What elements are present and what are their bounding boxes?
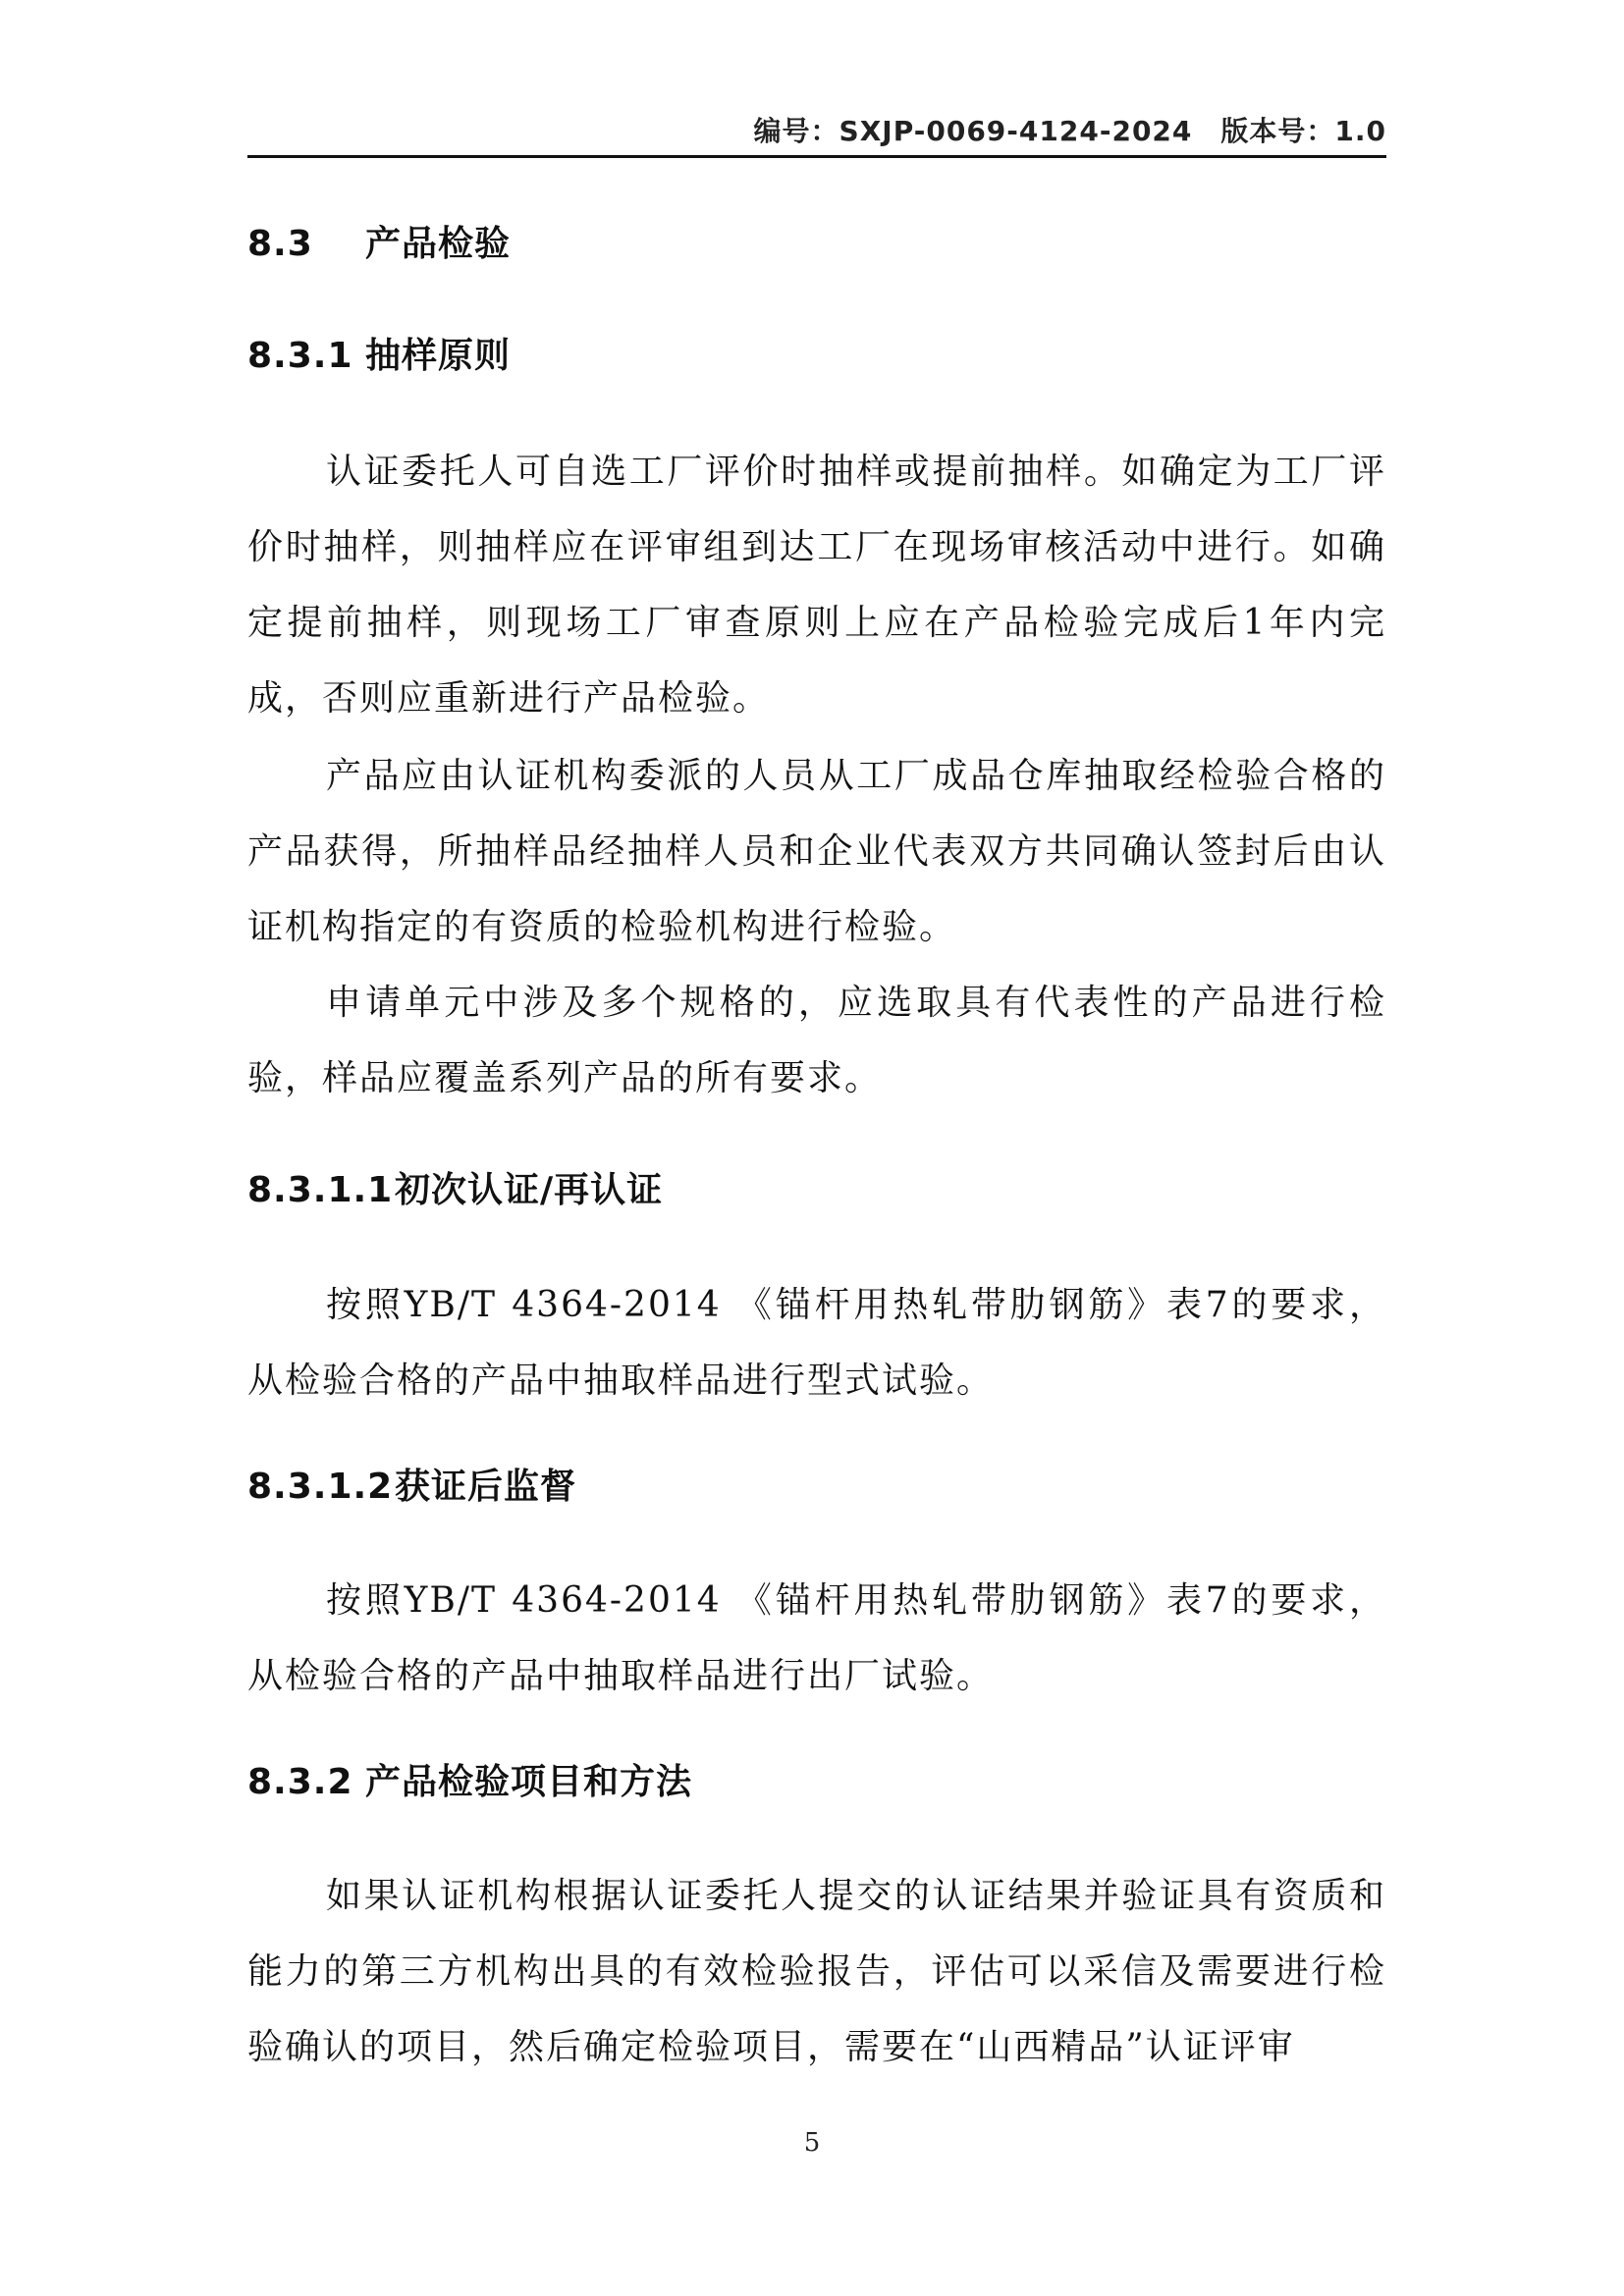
heading-8-3-2	[247, 1758, 692, 1807]
heading-number: 8.3.1.1	[247, 1170, 394, 1210]
paragraph-sampling-personnel: 产品应由认证机构委派的人员从工厂成品仓库抽取经检验合格的产品获得，所抽样品经抽样人员和企业代表双方共同确认签封后由认证机构指定的有资质的检验机构进行检验。	[247, 756, 1386, 947]
heading-number: 8.3	[247, 224, 313, 264]
heading-8-3-1	[247, 332, 511, 381]
paragraph-surveillance: 按照YB/T 4364-2014 《锚杆用热轧带肋钢筋》表7的要求，从检验合格的产品中抽取样品进行出厂试验。	[247, 1580, 1386, 1696]
header-rule	[247, 155, 1386, 158]
heading-title: 产品检验	[365, 224, 512, 264]
heading-title: 抽样原则	[365, 336, 512, 376]
heading-number: 8.3.1	[247, 336, 353, 376]
paragraph-inspection-items: 如果认证机构根据认证委托人提交的认证结果并验证具有资质和能力的第三方机构出具的有效检验报告，评估可以采信及需要进行检验确认的项目，然后确定检验项目，需要在“山西精品”认证评审	[247, 1876, 1386, 2067]
heading-title: 产品检验项目和方法	[365, 1762, 693, 1802]
heading-8-3-1-2	[247, 1463, 576, 1512]
heading-title: 初次认证/再认证	[395, 1170, 664, 1210]
heading-number: 8.3.1.2	[247, 1467, 394, 1507]
heading-title: 获证后监督	[395, 1467, 577, 1507]
paragraph-sampling-choice: 认证委托人可自选工厂评价时抽样或提前抽样。如确定为工厂评价时抽样，则抽样应在评审组到达工厂在现场审核活动中进行。如确定提前抽样，则现场工厂审查原则上应在产品检验完成后1年内完成，否则应重新进行产品检验。	[247, 452, 1386, 719]
heading-8-3-1-1	[247, 1166, 663, 1215]
heading-8-3	[247, 220, 511, 269]
page-number: 5	[803, 2128, 821, 2158]
heading-number: 8.3.2	[247, 1762, 353, 1802]
paragraph-initial-certification: 按照YB/T 4364-2014 《锚杆用热轧带肋钢筋》表7的要求，从检验合格的产品中抽取样品进行型式试验。	[247, 1285, 1386, 1401]
paragraph-sampling-specs: 申请单元中涉及多个规格的，应选取具有代表性的产品进行检验，样品应覆盖系列产品的所有要求。	[247, 983, 1386, 1098]
document-header: 编号：SXJP-0069-4124-2024 版本号：1.0	[753, 115, 1386, 147]
